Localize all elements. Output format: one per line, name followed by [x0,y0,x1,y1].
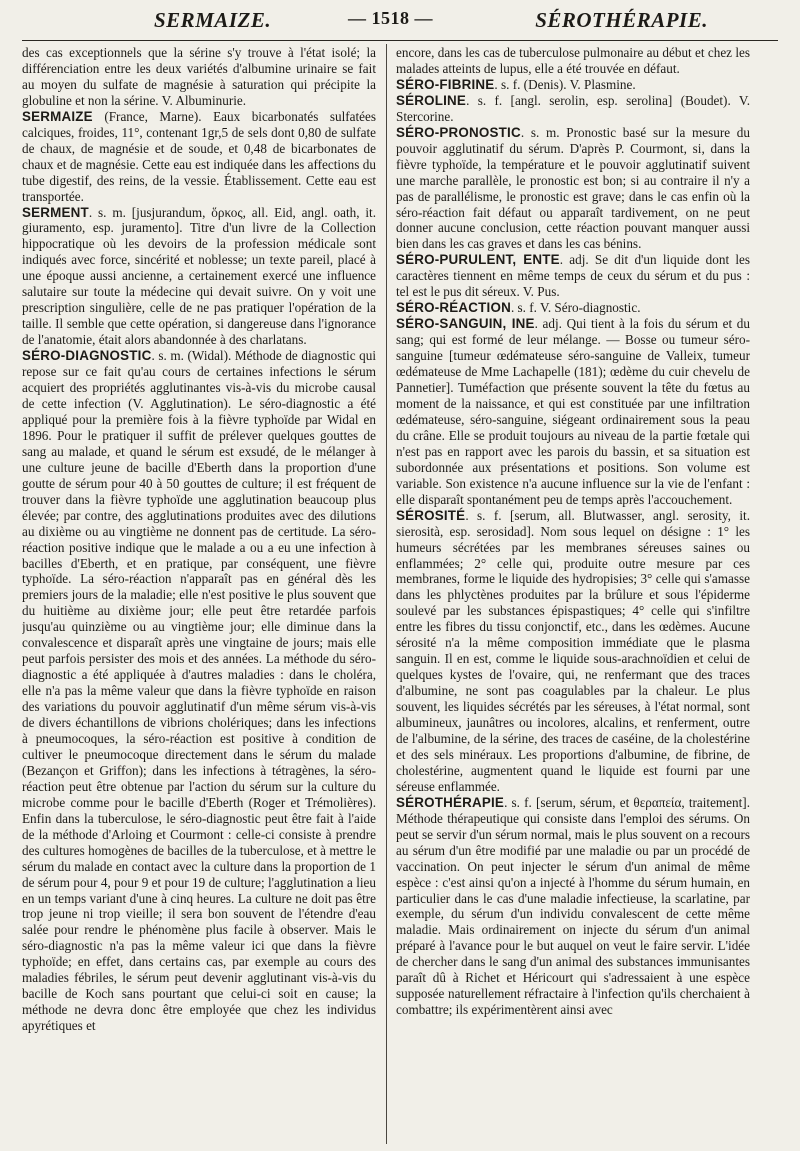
entry-body: . adj. Se dit d'un liquide dont les caractères tiennent en même temps de ceux du sérum et du pus : tel est le pus dit séreux. V. Pus. [396,252,750,300]
continuation-text: encore, dans les cas de tuberculose pulmonaire au début et chez les malades atteints de lupus, elle a été trouvée en défaut. [396,45,750,76]
entry-headword: SÉROTHÉRAPIE [396,794,505,810]
entry-sero-purulent [396,252,750,300]
entry-body: . s. f. [serum, all. Blutwasser, angl. serosity, it. sierosità, esp. serosidad]. Nom sous lequel on désigne : 1° les humeurs sécrétées par les membranes séreuses saines ou enflammées; 2° celle qui, produite outre mesure par ces membranes, forme le liquide des hydropisies; 3° celle qui s'amasse dans les phlyctènes produites par la brûlure et sous l'épiderme soulevé par les substances épispastiques; 4° celle qui s'infiltre entre les fibres du tissu conjonctif, etc., dans les œdèmes. Aucune sérosité n'a la même composition immédiate que le plasma sanguin. Il en est, comme le liquide sous-arachnoïdien et celui de quelques kystes de l'ovaire, qui, ne renfermant que des traces d'albumine, ne sont pas coagulables par la chaleur. Le plus souvent, les liquides sécrétés par les séreuses, à l'état normal, sont albumineux, jaunâtres ou incolores, alcalins, et renferment, outre de l'albumine, de la sérine, des traces de caséine, de la cholestérine et des sels minéraux. Les proportions d'albumine, de fibrine, de cholestérine, augmentent quand le liquide est fourni par une séreuse enflammée. [396,507,750,794]
right-column [396,45,750,1145]
entry-headword: SERMAIZE [22,108,93,124]
entry-headword: SÉRO-PURULENT, ENTE [396,252,560,268]
entry-body: . s. f. [serum, sérum, et θεραπεία, traitement]. Méthode thérapeutique qui consiste dans l'emploi des sérums. On peut se servir d'un sérum normal, mais le plus souvent on a recours au sérum d'un être modifié par une maladie ou par un procédé de vaccination. On peut injecter le sérum d'un animal de même espèce : c'est ainsi qu'on a injecté à l'homme du sérum humain, en particulier dans le cas d'une maladie infectieuse, la scarlatine, par exemple, du sérum d'un individu convalescent de cette même maladie. Mais ordinairement on injecte du sérum d'un animal préparé à l'avance pour le but auquel on veut le faire servir. L'idée de chercher dans le sang d'un animal des substances immunisantes paraît dû à Richet et Héricourt qui s'adressaient à une espèce supposée naturellement réfractaire à l'infection qu'ils cherchaient à combattre; ils expérimentèrent ainsi avec [396,794,750,1018]
entry-sermaize [22,109,376,205]
entry-sero-sanguin [396,316,750,507]
entry-sero-reaction [396,300,750,316]
entry-body: . s. m. Pronostic basé sur la mesure du pouvoir agglutinatif du sérum. D'après P. Courmont, si, dans la fièvre typhoïde, la température et le pouvoir agglutinatif suivent une marche parallèle, le pronostic est bon; si au contraire il n'y a pas de parallélisme, le pronostic est grave; dans le cas enfin où la séro-réaction fait défaut ou apparaît tardivement, on ne peut donner aucune conclusion, cette réaction pouvant manquer aussi bien dans les cas graves et dans les cas bénins. [396,124,750,252]
entry-sero-pronostic [396,125,750,253]
column-divider [386,44,387,1144]
entry-sero-fibrine [396,77,750,93]
entry-sero-diagnostic [22,348,376,1034]
left-column [22,45,376,1145]
header-rule [22,40,778,41]
entry-body: . s. m. (Widal). Méthode de diagnostic qui repose sur ce fait qu'au cours de certaines infections le sérum acquiert des propriétés agglutinantes vis-à-vis du microbe causal de cette infection (V. Agglutination). Le séro-diagnostic a été appliqué pour la première fois à la fièvre typhoïde par Widal en 1896. Pour le pratiquer il suffit de prélever quelques gouttes de sang au malade, et quand le sérum est exsudé, de le mélanger à une culture jeune de bacille d'Eberth dans la proportion d'une goutte de sérum pour 40 à 50 gouttes de culture; il est fréquent de trouver dans la fièvre typhoïde une agglutination beaucoup plus élevée; par contre, des agglutinations produites avec des dilutions au dixième ou au vingtième ne donnent pas de certitude. La séro-réaction positive indique que le malade a ou a eu une infection à bacilles d'Eberth, et en pratique, par conséquent, une fièvre typhoïde. La séro-réaction n'apparaît pas en général dès les premiers jours de la maladie; elle n'est positive le plus souvent que du huitième au dixième jour; elle peut être retardée parfois jusqu'au quinzième ou au vingtième jour; elle diminue dans la convalescence et disparaît après une vingtaine de jours; mais elle peut parfois persister des mois et des années. La méthode du séro-diagnostic a été appliquée à d'autres maladies : dans le choléra, elle n'a pas la même valeur que dans la fièvre typhoïde en raison des variations du pouvoir agglutinatif d'un même sérum vis-à-vis de divers échantillons de vibrions cholériques; dans les infections à pneumocoques, la séro-réaction est positive à condition de cultiver le pneumocoque directement dans le sérum du malade (Bezançon et Griffon); dans les infections à tétragènes, la séro-réaction peut être obtenue par l'action du sérum sur la culture du microbe comme pour le bacille d'Eberth (Roger et Trémolières). Enfin dans la tuberculose, le séro-diagnostic peut être fait à l'aide de la méthode d'Arloing et Courmont : celle-ci consiste à prendre des cultures homogènes de bacilles de la tuberculose, et à mettre le sérum du malade en contact avec la culture dans la proportion de 1 de sérum pour 4, pour 9 et pour 19 de culture; l'agglutination a lieu en un temps variant d'une à cinq heures. La culture ne doit pas être trop jeune ni trop vieille; il sera bon souvent de l'étendre d'eau salée pour rendre le phénomène plus facile à observer. Mais le séro-diagnostic n'a pas la même valeur ici que dans la fièvre typhoïde; en effet, dans certains cas, par exemple au cours des maladies fébriles, le sérum peut devenir agglutinant vis-à-vis du bacille de Koch sans pourtant que celui-ci soit en cause; la méthode ne devra donc être employée que chez les individus apyrétiques et [22,348,376,1034]
entry-body: . s. f. V. Séro-diagnostic. [510,300,641,316]
running-header [22,8,778,42]
entry-body: . adj. Qui tient à la fois du sérum et du sang; qui est formé de leur mélange. — Bosse ou tumeur séro-sanguine [tumeur œdémateuse séro-sanguine de Valleix, tumeur œdémateuse de Mme Lachapelle (181); œdème du cuir chevelu de Pannetier]. Tuméfaction que présente souvent la tête du fœtus au moment de la naissance, et qui est constituée par une infiltration œdémateuse, séro-sanguine, siégeant ordinairement sous la peau du crâne. Elle se produit toujours au niveau de la partie fœtale qui n'est pas en rapport avec les parois du bassin, et sa situation est subordonnée aux présentations et positions. Son volume est variable. Son existence n'a aucune influence sur la vie de l'enfant : elle disparaît spontanément peu de temps après l'accouchement. [396,316,750,507]
entry-body: (France, Marne). Eaux bicarbonatés sulfatées calciques, froides, 11°, contenant 1gr,5 de sels dont 0,80 de sulfate de chaux, de magnésie et de soude, et 0,48 de bicarbonates de chaux et de magnésie. Cette eau est indiquée dans les affections du tube digestif, des reins, de la vessie. Établissement. Cette eau est transportée. [22,108,376,204]
continuation-text: des cas exceptionnels que la sérine s'y trouve à l'état isolé; la différenciation entre les deux variétés d'albumine urinaire se fait au moyen du sulfate de magnésie à saturation qui précipite la globuline et non la sérine. V. Albuminurie. [22,45,376,108]
entry-headword: SÉRO-FIBRINE [396,76,495,92]
entry-body: . s. f. [angl. serolin, esp. serolina] (Boudet). V. Stercorine. [396,92,750,124]
entry-headword: SÉRO-RÉACTION [396,300,511,316]
header-right-word: SÉROTHÉRAPIE. [535,8,708,32]
entry-serment [22,205,376,349]
page-number: — 1518 — [348,8,433,28]
entry-headword: SERMENT [22,204,89,220]
entry-serotherapie [396,795,750,1018]
entry-headword: SÉRO-SANGUIN, INE [396,316,535,332]
header-left-word: SERMAIZE. [154,8,272,32]
entry-seroline [396,93,750,125]
entry-headword: SÉROLINE [396,92,467,108]
entry-headword: SÉRO-DIAGNOSTIC [22,348,152,364]
entry-headword: SÉRO-PRONOSTIC [396,124,521,140]
entry-body: . s. m. [jusjurandum, ὅρκος, all. Eid, angl. oath, it. giuramento, esp. juramento]. Titre d'un livre de la Collection hippocratique où les devoirs de la profession médicale sont indiqués avec force, sincérité et noblesse; un texte pareil, placé à une époque aussi ancienne, a certainement exercé une influence salutaire sur toute la médecine qui devait suivre. On y voit une prescription singulière, celle de ne pas pratiquer l'opération de la taille. Il semble que cette opération, si dangereuse dans l'ignorance de l'anatomie, était alors abandonnée à des charlatans. [22,204,376,348]
entry-serosite [396,508,750,795]
entry-body: . s. f. (Denis). V. Plasmine. [494,76,636,92]
entry-headword: SÉROSITÉ [396,507,466,523]
